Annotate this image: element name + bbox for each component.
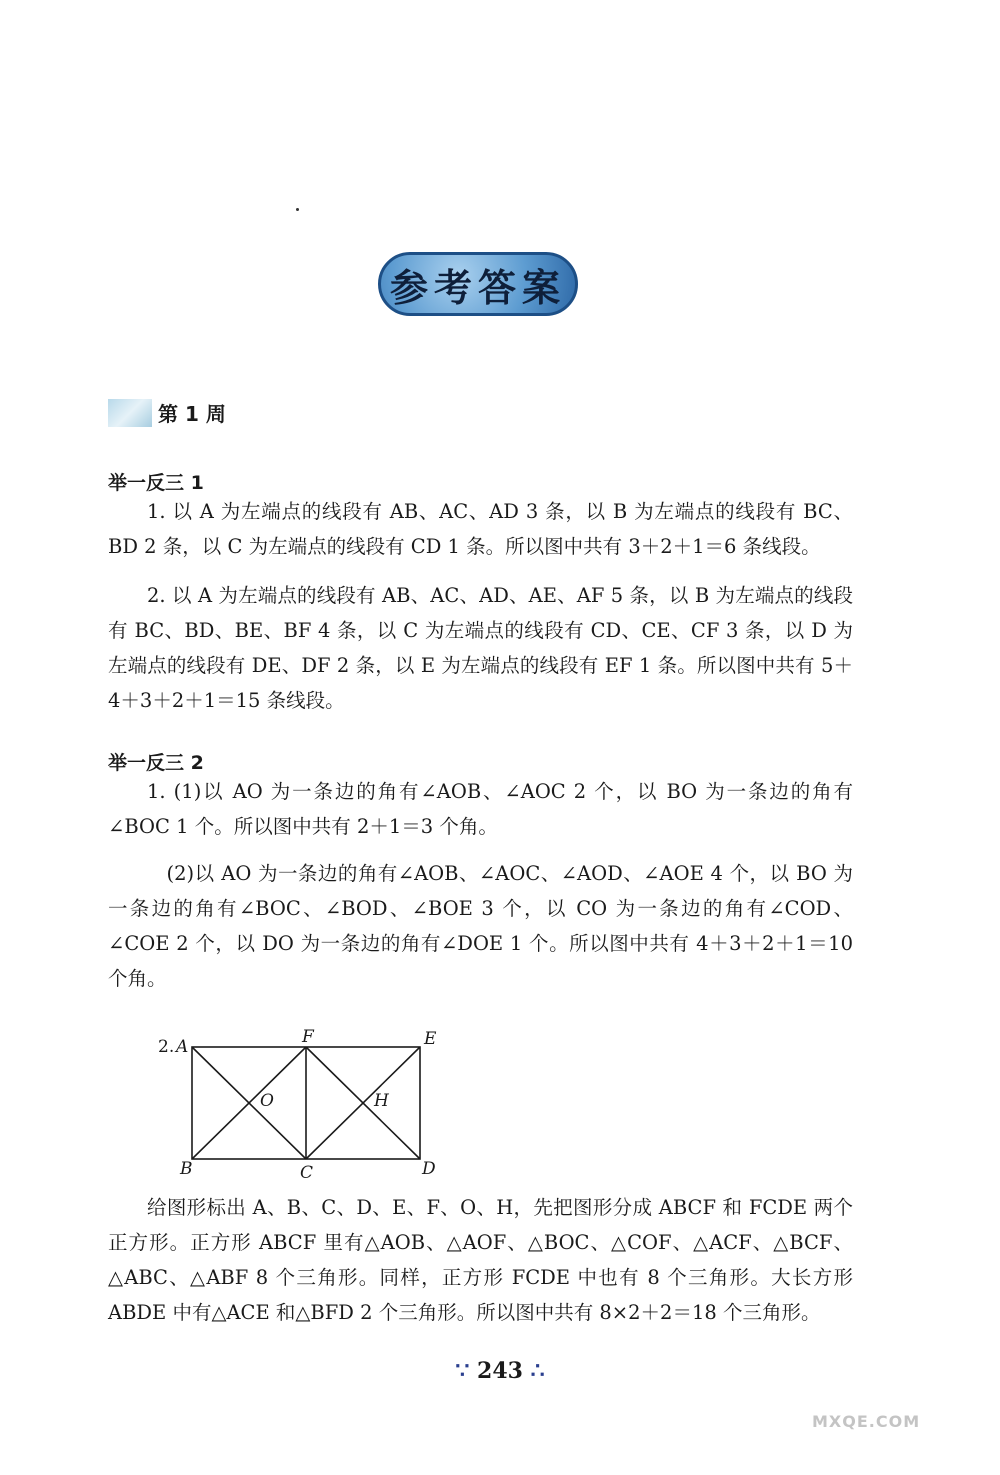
label-c: C <box>300 1163 314 1182</box>
title-badge-bg <box>378 252 578 316</box>
answer-2-2: 给图形标出 A、B、C、D、E、F、O、H，先把图形分成 ABCF 和 FCDE 两个正方形。正方形 ABCF 里有△AOB、△AOF、△BOC、△COF、△ACF、△BCF、△ABC、△ABF 8 个三角形。同样，正方形 FCDE 中也有 8 个三角形。大长方形 ABDE 中有△ACE 和△BFD 2 个三角形。所以图中共有 8×2＋2＝18 个三角形。 <box>108 1196 853 1324</box>
label-b: B <box>180 1159 193 1179</box>
answer-2-1a: 1. (1)以 AO 为一条边的角有∠AOB、∠AOC 2 个，以 BO 为一条边的角有∠BOC 1 个。所以图中共有 2＋1＝3 个角。 <box>108 780 853 838</box>
page-title: 参考答案 <box>389 265 566 310</box>
watermark: MXQE.COM <box>812 1412 921 1431</box>
label-a: A <box>176 1037 189 1057</box>
answer-1-1: 1. 以 A 为左端点的线段有 AB、AC、AD 3 条，以 B 为左端点的线段有 BC、BD 2 条，以 C 为左端点的线段有 CD 1 条。所以图中共有 3＋2＋1＝6 条线段。 <box>108 500 853 558</box>
label-h: H <box>374 1091 389 1111</box>
page-number-value: 243 <box>477 1358 523 1384</box>
section-heading-1: 举一反三 1 <box>108 472 204 494</box>
page-dots-right-icon: ∴ <box>530 1358 545 1384</box>
label-o: O <box>260 1091 274 1111</box>
week-heading <box>108 398 226 427</box>
section-heading-2: 举一反三 2 <box>108 752 204 774</box>
label-e: E <box>424 1029 437 1049</box>
page-number <box>0 1358 1000 1384</box>
week-label: 第 1 周 <box>158 402 226 426</box>
figure-number: 2. <box>158 1037 175 1057</box>
week-texture-icon <box>108 399 152 427</box>
answer-2-1b: (2)以 AO 为一条边的角有∠AOB、∠AOC、∠AOD、∠AOE 4 个，以 BO 为一条边的角有∠BOC、∠BOD、∠BOE 3 个，以 CO 为一条边的角有∠COD、∠COE 2 个，以 DO 为一条边的角有∠DOE 1 个。所以图中共有 4＋3＋2＋1＝10 个角。 <box>108 862 853 990</box>
stray-dot <box>296 208 299 211</box>
label-d: D <box>422 1159 436 1179</box>
page-dots-left-icon: ∵ <box>455 1358 470 1384</box>
answer-1-2: 2. 以 A 为左端点的线段有 AB、AC、AD、AE、AF 5 条，以 B 为左端点的线段有 BC、BD、BE、BF 4 条，以 C 为左端点的线段有 CD、CE、CF 3 条，以 D 为左端点的线段有 DE、DF 2 条，以 E 为左端点的线段有 EF 1 条。所以图中共有 5＋4＋3＋2＋1＝15 条线段。 <box>108 584 853 712</box>
label-f: F <box>302 1027 314 1047</box>
title-badge <box>378 252 578 316</box>
rectangle-figure <box>148 1022 458 1182</box>
